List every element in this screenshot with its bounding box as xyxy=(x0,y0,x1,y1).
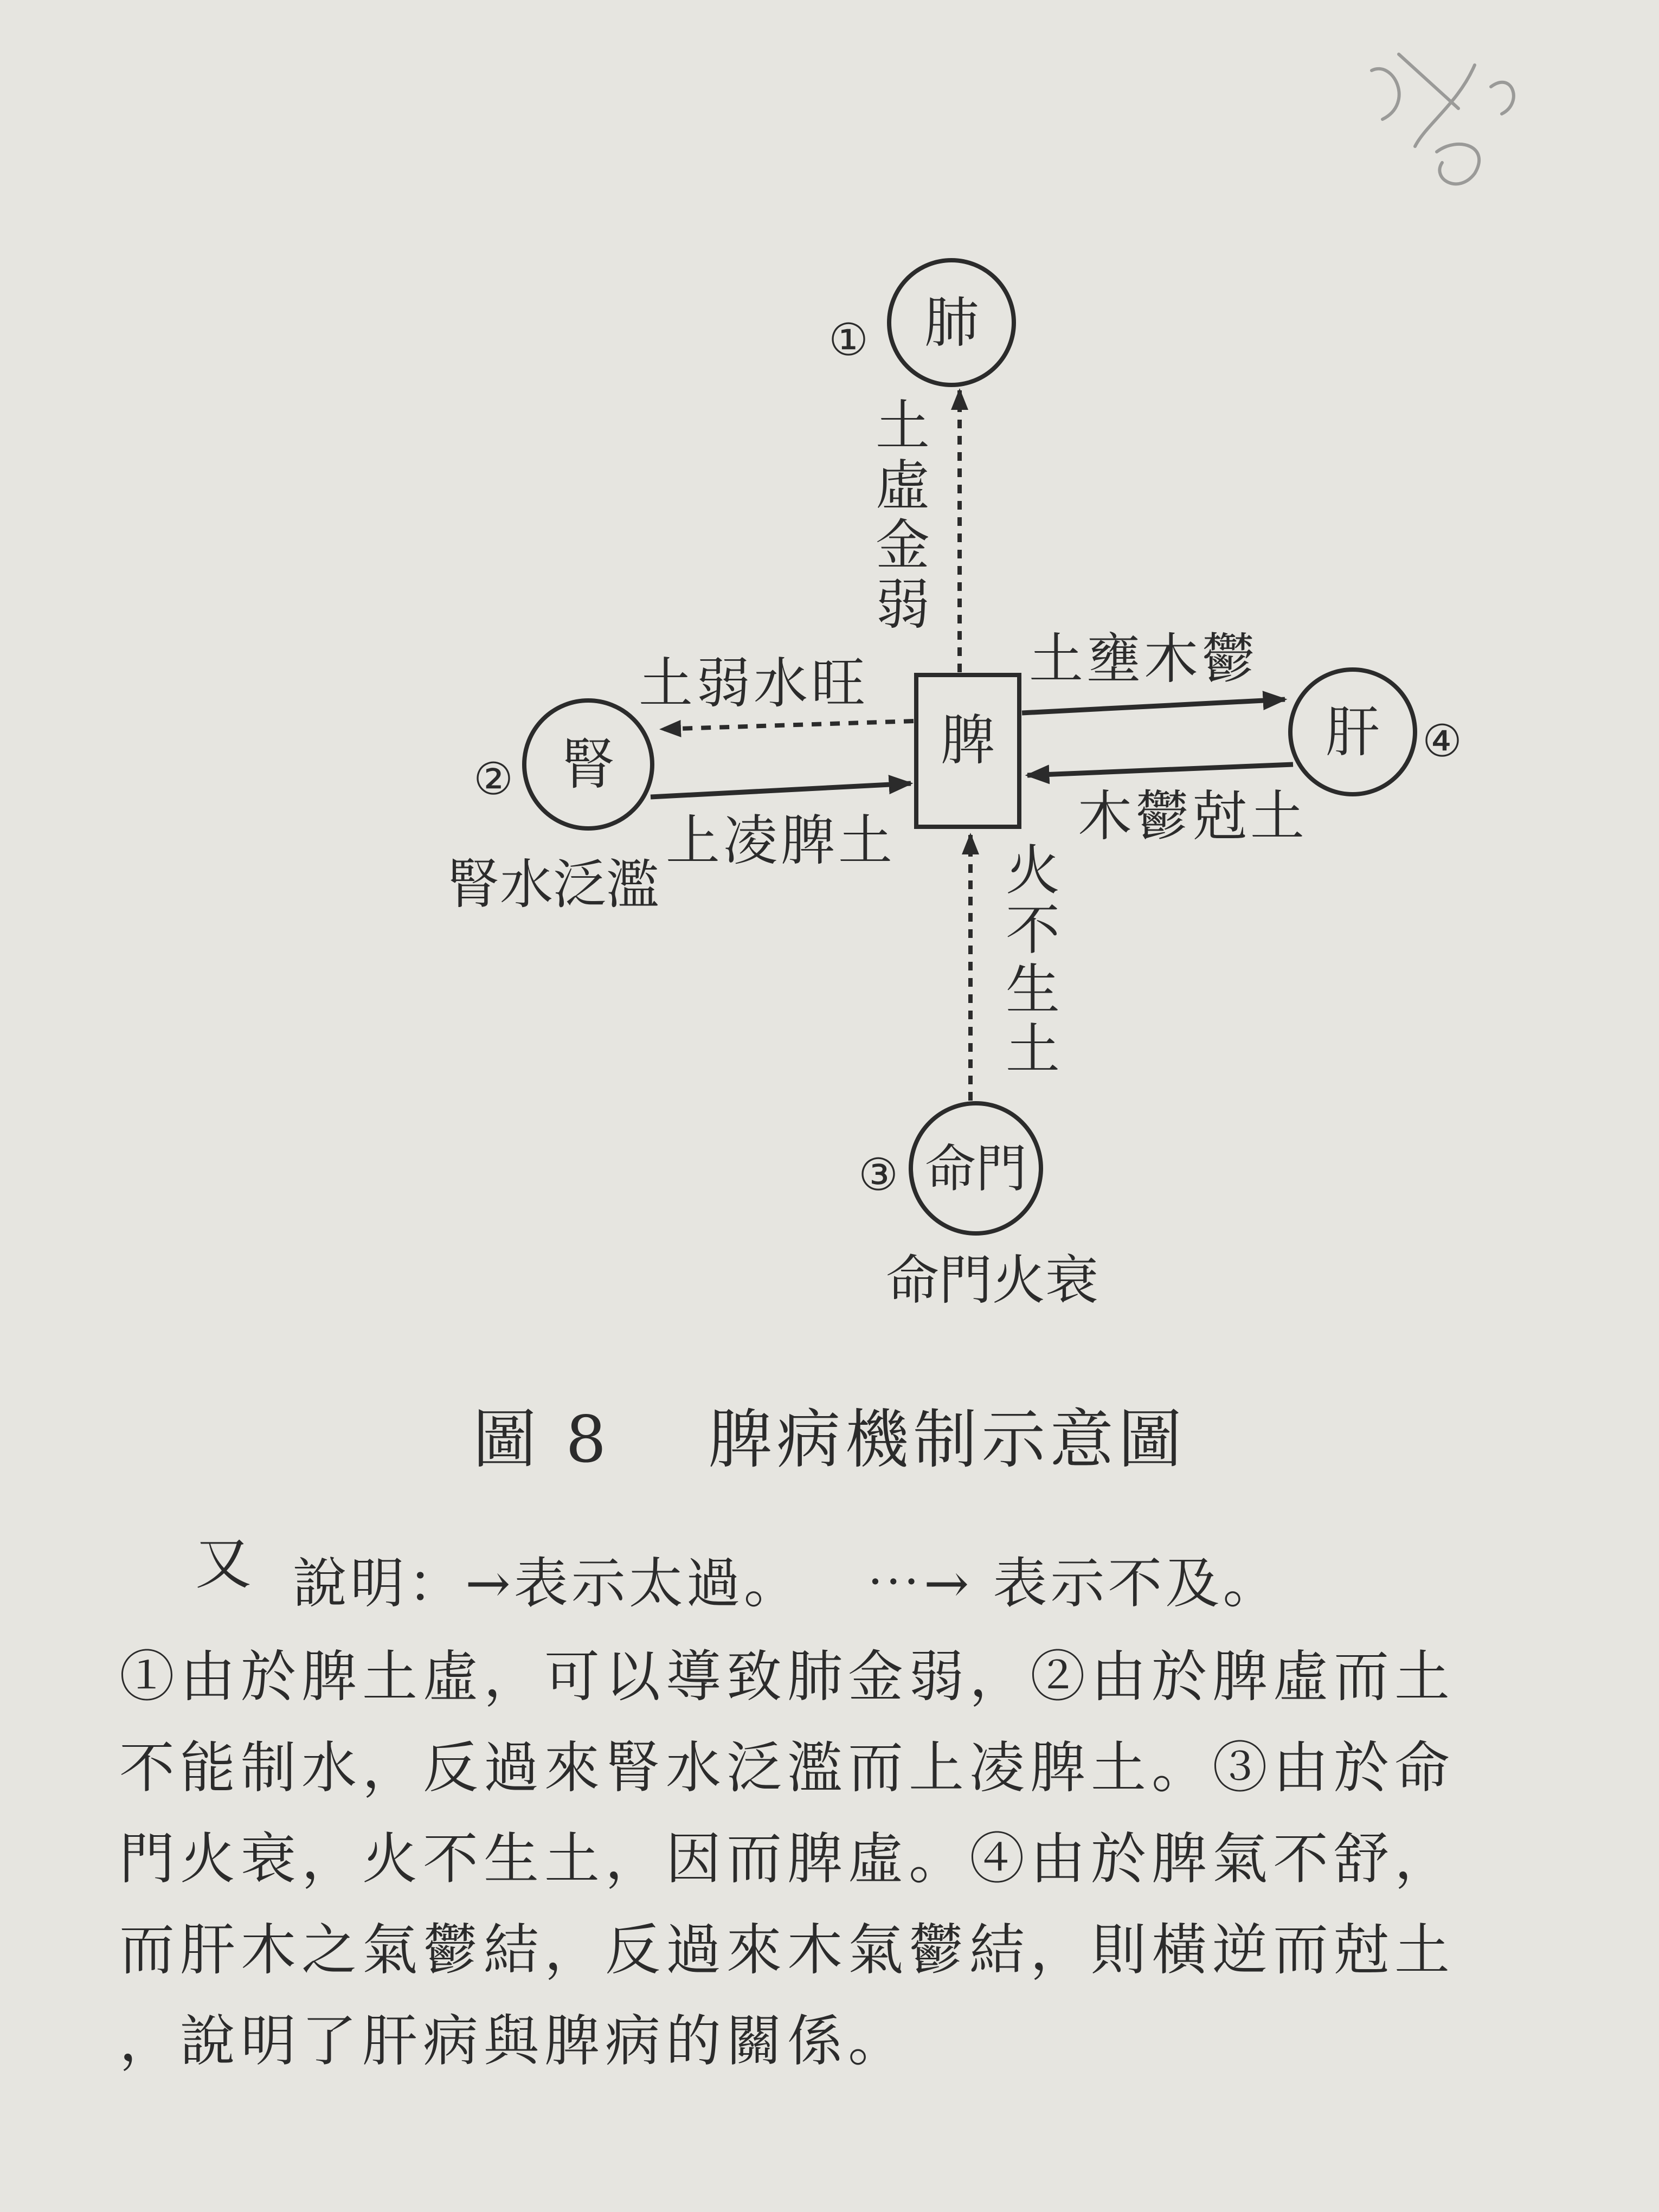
text-line: 而肝木之氣鬱結，反過來木氣鬱結，則橫逆而尅土 xyxy=(119,1918,1455,1983)
legend-solid-arrow: 說明：→表示太過。 xyxy=(293,1552,801,1615)
arrow-kidney-to-spleen xyxy=(651,783,911,797)
text-line: 不能制水，反過來腎水泛濫而上凌脾土。③由於命 xyxy=(119,1736,1455,1801)
mingmen-note: 命門火衰 xyxy=(885,1250,1099,1311)
figure-number: 圖 8 xyxy=(472,1402,611,1477)
kidney-number: ② xyxy=(473,754,513,805)
mingmen-label: 命門 xyxy=(924,1140,1027,1199)
liver-label: 肝 xyxy=(1326,700,1380,764)
explanation-paragraph xyxy=(119,1632,1551,2087)
edge-label-left-top: 土弱水旺 xyxy=(639,652,869,715)
edge-label-right-bottom: 木鬱尅土 xyxy=(1078,785,1308,848)
edge-label-right-top: 土壅木鬱 xyxy=(1029,627,1259,691)
arrow-spleen-to-liver xyxy=(1022,699,1285,713)
text-line: ，說明了肝病與脾病的關係。 xyxy=(119,2009,909,2074)
lung-label: 肺 xyxy=(924,291,979,355)
arrow-liver-to-spleen xyxy=(1027,764,1293,775)
spleen-label: 脾 xyxy=(941,709,995,772)
text-line: 門火衰，火不生土，因而脾虛。④由於脾氣不舒， xyxy=(119,1827,1455,1892)
lung-number: ① xyxy=(828,314,869,366)
figure-caption xyxy=(0,1388,1659,1480)
edge-label-down: 火不生土 xyxy=(1006,839,1060,1081)
legend xyxy=(293,1540,1345,1618)
edge-label-left-bottom: 上凌脾土 xyxy=(666,809,896,872)
arrow-spleen-to-kidney xyxy=(661,721,914,729)
figure-title: 脾病機制示意圖 xyxy=(708,1402,1187,1477)
edge-label-up: 土虛金弱 xyxy=(876,394,930,636)
text-line: ①由於脾土虛，可以導致肺金弱，②由於脾虛而土 xyxy=(119,1645,1455,1709)
handwritten-pen-mark xyxy=(1350,38,1545,201)
kidney-note: 腎水泛濫 xyxy=(446,854,660,916)
legend-dashed-arrow: ⋯→ 表示不及。 xyxy=(866,1552,1281,1615)
mingmen-number: ③ xyxy=(858,1149,898,1201)
liver-number: ④ xyxy=(1422,716,1462,767)
kidney-label: 腎 xyxy=(561,733,615,796)
margin-annotation: 又 xyxy=(195,1531,252,1597)
